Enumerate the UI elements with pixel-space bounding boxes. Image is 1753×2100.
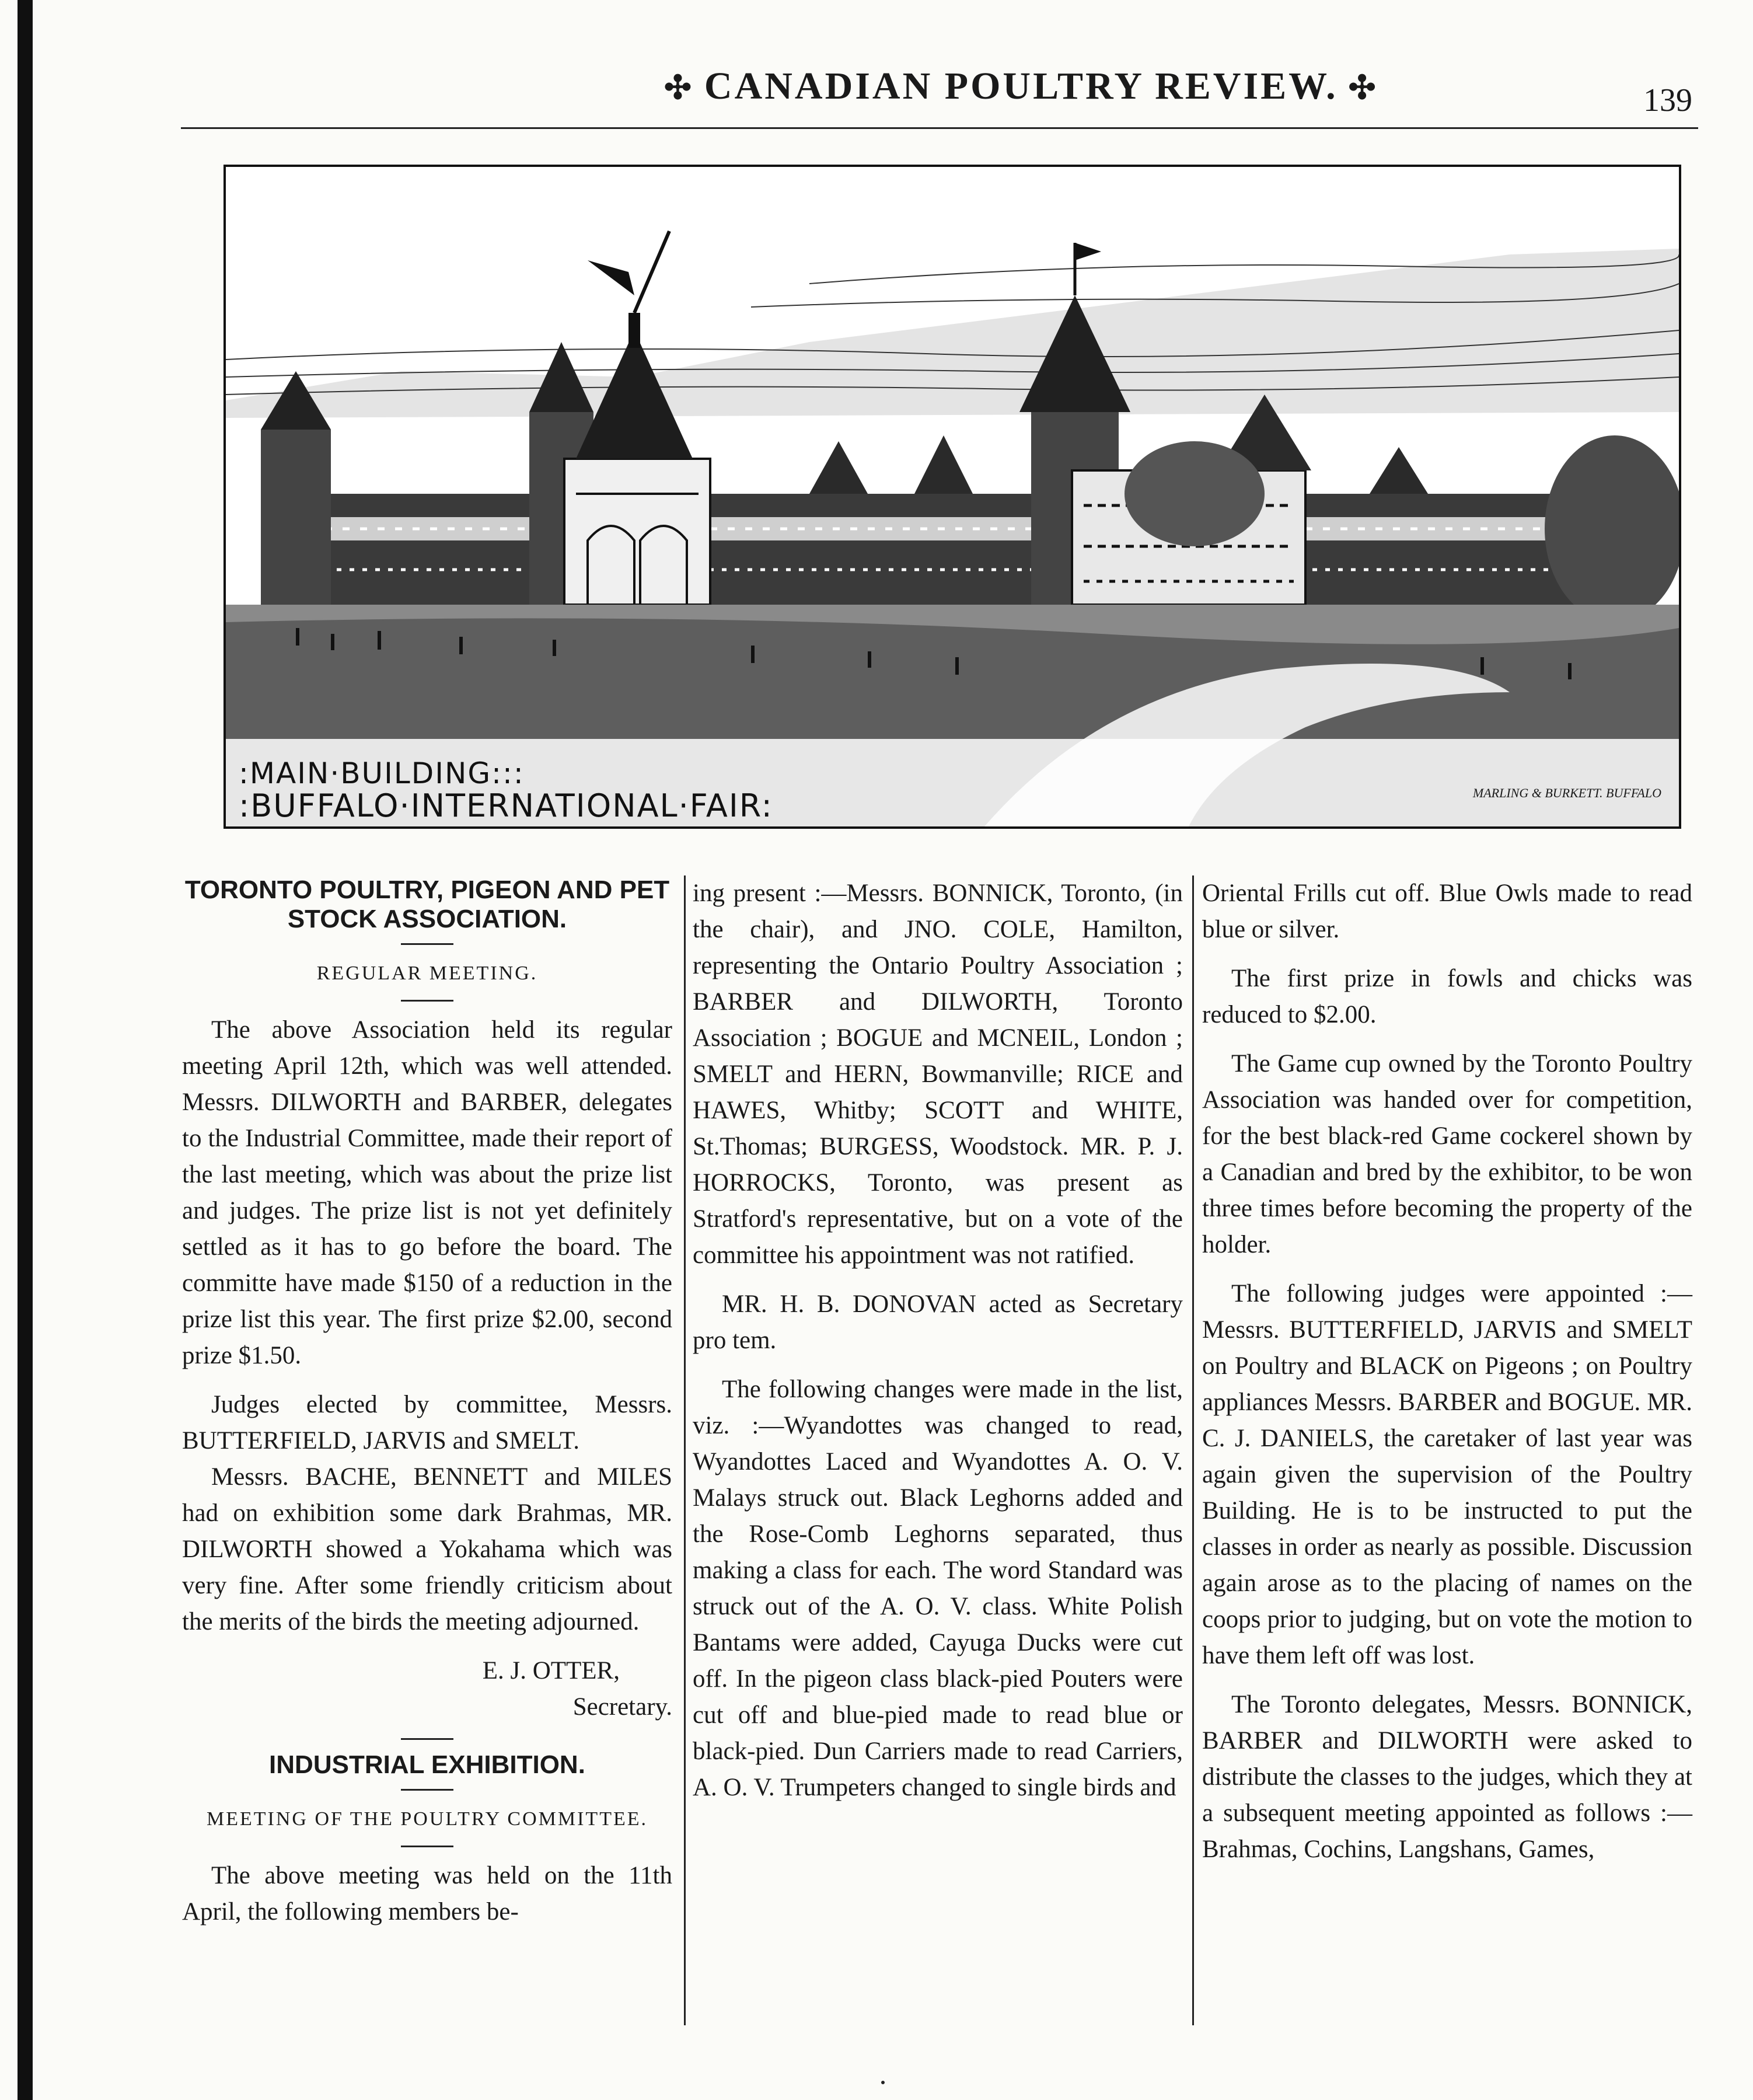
building-engraving (226, 167, 1679, 826)
header-rule (181, 127, 1698, 129)
column-divider-1 (684, 875, 686, 2025)
dash-rule (401, 943, 453, 945)
page-header (181, 58, 1698, 123)
paragraph: MR. H. B. DONOVAN acted as Secretary pro tem. (693, 1290, 1183, 1354)
signature-title: Secretary. (572, 1693, 672, 1721)
subhead-regular-meeting: REGULAR MEETING. (316, 962, 538, 984)
dash-rule (401, 1789, 453, 1791)
dash-rule (401, 1846, 453, 1847)
masthead-title: CANADIAN POULTRY REVIEW. (704, 65, 1338, 107)
paragraph: The Toronto delegates, Messrs. BONNICK, BARBER and DILWORTH were asked to distribute the classes to the judges, which they at a subsequent meeting appointed as follows :—Brahmas, Cochins, Langshans, Games, (1202, 1691, 1692, 1863)
column-1 (182, 875, 672, 1943)
column-divider-2 (1192, 875, 1194, 2025)
paragraph: The Game cup owned by the Toronto Poultry Association was handed over for competition, for the best black-red Game cockerel shown by a Canadian and bred by the exhibitor, to be won three times before becoming the property of the holder. (1202, 1050, 1692, 1258)
paragraph: Oriental Frills cut off. Blue Owls made to read blue or silver. (1202, 880, 1692, 943)
headline-toronto-association: TORONTO POULTRY, PIGEON AND PET STOCK ASSOCIATION. (184, 875, 670, 933)
masthead (654, 64, 1389, 109)
paragraph: The above Association held its regular meeting April 12th, which was well attended. Messrs. DILWORTH and BARBER, delegates to the Industrial Committee, made their report of the last meeting, which was about the prize list and judges. The prize list is not yet definitely settled as it has to go before the board. The committe have made $150 of a reduction in the prize list this year. The first prize $2.00, second prize $1.50. (182, 1016, 672, 1369)
paragraph: The following judges were appointed :—Messrs. BUTTERFIELD, JARVIS and SMELT on Poultry and BLACK on Pigeons ; on Poultry appliances Messrs. BARBER and BOGUE. MR. C. J. DANIELS, the caretaker of last year was again given the supervision of the Poultry Building. He is to be instructed to put the classes in order as nearly as possible. Discussion again arose as to the placing of names on the coops prior to judging, but on vote the motion to have them left off was lost. (1202, 1280, 1692, 1669)
paragraph: Judges elected by committee, Messrs. BUTTERFIELD, JARVIS and SMELT. (182, 1391, 672, 1454)
column-2 (693, 875, 1183, 1819)
illustration-caption-line-2: :BUFFALO·INTERNATIONAL·FAIR: (239, 787, 773, 824)
paragraph: The following changes were made in the list, viz. :—Wyandottes was changed to read, Wyandottes Laced and Wyandottes A. O. V. Malays struck out. Black Leghorns added and the Rose-Comb Leghorns separated, thus making a class for each. The word Standard was struck out of the A. O. V. class. White Polish Bantams were added, Cayuga Ducks were cut off. In the pigeon class black-pied Pouters were cut off and blue-pied made to read blue or black-pied. Dun Carriers made to read Carriers, A. O. V. Trumpeters changed to single birds and (693, 1376, 1183, 1801)
dash-rule (401, 1000, 453, 1002)
paragraph: The above meeting was held on the 11th April, the following members be- (182, 1862, 672, 1925)
illustration-caption-line-1: :MAIN·BUILDING::: (239, 756, 525, 790)
signature-name: E. J. OTTER, (482, 1657, 620, 1684)
main-building-illustration (224, 165, 1681, 829)
page-number: 139 (1643, 82, 1692, 118)
subhead-poultry-committee: MEETING OF THE POULTRY COMMITTEE. (206, 1808, 648, 1830)
dash-rule (401, 1738, 453, 1740)
paragraph: The first prize in fowls and chicks was reduced to $2.00. (1202, 965, 1692, 1028)
page-binding-edge (18, 0, 33, 2100)
ornament-left-icon: ✣ (664, 70, 694, 106)
print-speck (881, 2081, 885, 2084)
ornament-right-icon: ✣ (1348, 70, 1378, 106)
column-3 (1202, 875, 1692, 1881)
paragraph: Messrs. BACHE, BENNETT and MILES had on exhibition some dark Brahmas, MR. DILWORTH showed a Yokahama which was very fine. After some friendly criticism about the merits of the birds the meeting adjourned. (182, 1463, 672, 1635)
paragraph: ing present :—Messrs. BONNICK, Toronto, (in the chair), and JNO. COLE, Hamilton, representing the Ontario Poultry Association ; BARBER and DILWORTH, Toronto Association ; BOGUE and MCNEIL, London ; SMELT and HERN, Bowmanville; RICE and HAWES, Whitby; SCOTT and WHITE, St.Thomas; BURGESS, Woodstock. MR. P. J. HORROCKS, Toronto, was present as Stratford's representative, but on a vote of the committee his appointment was not ratified. (693, 880, 1183, 1269)
headline-industrial-exhibition: INDUSTRIAL EXHIBITION. (269, 1750, 585, 1779)
engraver-signature: MARLING & BURKETT. BUFFALO (1472, 786, 1661, 800)
